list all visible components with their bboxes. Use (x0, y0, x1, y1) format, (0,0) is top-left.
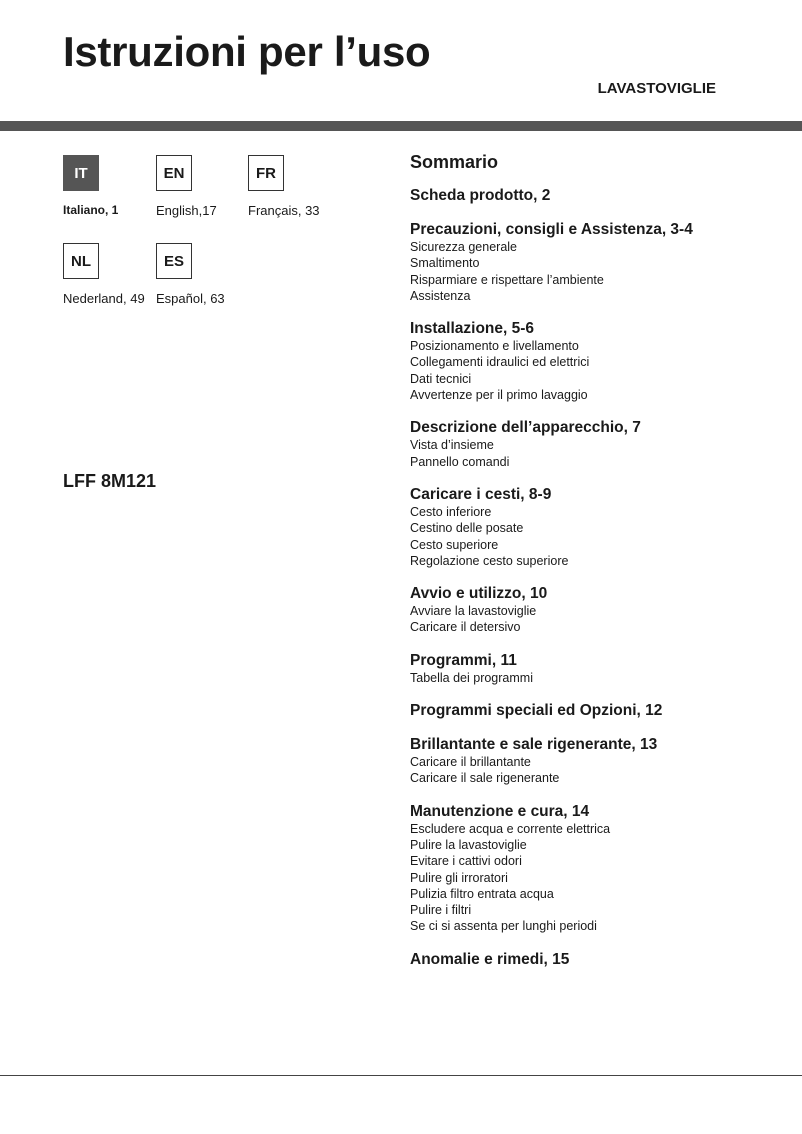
toc-section (410, 486, 790, 569)
toc-subitem[interactable]: Pulire la lavastoviglie (410, 837, 527, 852)
language-code-box: FR (248, 155, 284, 191)
toc-subitem[interactable]: Pulire i filtri (410, 903, 472, 918)
toc-subitem[interactable]: Cestino delle posate (410, 521, 524, 536)
toc-heading: Sommario (410, 152, 499, 172)
toc-section (410, 221, 790, 304)
toc-subitem[interactable]: Pulire gli irroratori (410, 870, 508, 885)
language-it[interactable] (63, 155, 153, 217)
toc-section-title[interactable]: Brillantante e sale rigenerante, 13 (410, 736, 658, 754)
toc-subitem[interactable]: Collegamenti idraulici ed elettrici (410, 355, 590, 370)
toc-section-title[interactable]: Descrizione dell’apparecchio, 7 (410, 419, 641, 437)
toc-subitem[interactable]: Smaltimento (410, 256, 480, 271)
product-type: LAVASTOVIGLIE (597, 80, 716, 97)
toc-subitem[interactable]: Se ci si assenta per lunghi periodi (410, 919, 597, 934)
toc-subitem[interactable]: Posizionamento e livellamento (410, 339, 579, 354)
toc-section-title[interactable]: Installazione, 5-6 (410, 320, 535, 338)
language-code-box: IT (63, 155, 99, 191)
toc-subitem[interactable]: Avviare la lavastoviglie (410, 604, 537, 619)
toc-subitem[interactable]: Pannello comandi (410, 454, 510, 469)
toc-section-title[interactable]: Precauzioni, consigli e Assistenza, 3-4 (410, 221, 693, 238)
language-en[interactable] (156, 155, 246, 218)
toc-subitem[interactable]: Dati tecnici (410, 371, 472, 386)
toc-section-title[interactable]: Avvio e utilizzo, 10 (410, 585, 548, 603)
table-of-contents (410, 152, 790, 985)
toc-subitem[interactable]: Caricare il detersivo (410, 620, 521, 635)
toc-section (410, 803, 790, 935)
language-label: Français, 33 (248, 203, 320, 218)
toc-subitem[interactable]: Risparmiare e rispettare l’ambiente (410, 272, 604, 287)
toc-section-title[interactable]: Programmi, 11 (410, 651, 517, 669)
language-code-box: ES (156, 243, 192, 279)
toc-subitem[interactable]: Cesto superiore (410, 537, 499, 552)
language-nl[interactable] (63, 243, 153, 306)
toc-sections (410, 187, 790, 969)
toc-section (410, 585, 790, 636)
toc-section (410, 702, 790, 720)
toc-section-title[interactable]: Manutenzione e cura, 14 (410, 802, 590, 820)
footer-divider (0, 1075, 802, 1076)
toc-subitem[interactable]: Pulizia filtro entrata acqua (410, 886, 554, 901)
toc-subitem[interactable]: Escludere acqua e corrente elettrica (410, 821, 611, 836)
toc-subitem[interactable]: Cesto inferiore (410, 504, 492, 519)
toc-section-title[interactable]: Caricare i cesti, 8-9 (410, 485, 552, 503)
toc-section-title[interactable]: Programmi speciali ed Opzioni, 12 (410, 702, 663, 720)
toc-subitem[interactable]: Caricare il brillantante (410, 755, 531, 770)
toc-section (410, 419, 790, 470)
language-label: Nederland, 49 (63, 291, 145, 306)
toc-subitem[interactable]: Evitare i cattivi odori (410, 854, 522, 869)
toc-section (410, 187, 790, 205)
language-es[interactable] (156, 243, 246, 306)
toc-section (410, 320, 790, 403)
page-title: Istruzioni per l’uso (63, 28, 431, 75)
toc-subitem[interactable]: Avvertenze per il primo lavaggio (410, 388, 588, 403)
language-label: Español, 63 (156, 291, 225, 306)
toc-section (410, 736, 790, 787)
language-label: English,17 (156, 203, 217, 218)
language-label: Italiano, 1 (63, 203, 119, 217)
toc-subitem[interactable]: Caricare il sale rigenerante (410, 771, 560, 786)
toc-section-title[interactable]: Anomalie e rimedi, 15 (410, 950, 570, 968)
language-fr[interactable] (248, 155, 338, 218)
language-code-box: NL (63, 243, 99, 279)
toc-subitem[interactable]: Vista d’insieme (410, 438, 494, 453)
toc-subitem[interactable]: Regolazione cesto superiore (410, 553, 569, 568)
toc-subitem[interactable]: Assistenza (410, 288, 471, 303)
header-divider-bar (0, 121, 802, 131)
toc-subitem[interactable]: Sicurezza generale (410, 240, 518, 254)
toc-section (410, 652, 790, 686)
toc-section-title[interactable]: Scheda prodotto, 2 (410, 187, 551, 204)
toc-subitem[interactable]: Tabella dei programmi (410, 670, 533, 685)
toc-section (410, 951, 790, 969)
model-number: LFF 8M121 (63, 471, 157, 491)
language-code-box: EN (156, 155, 192, 191)
